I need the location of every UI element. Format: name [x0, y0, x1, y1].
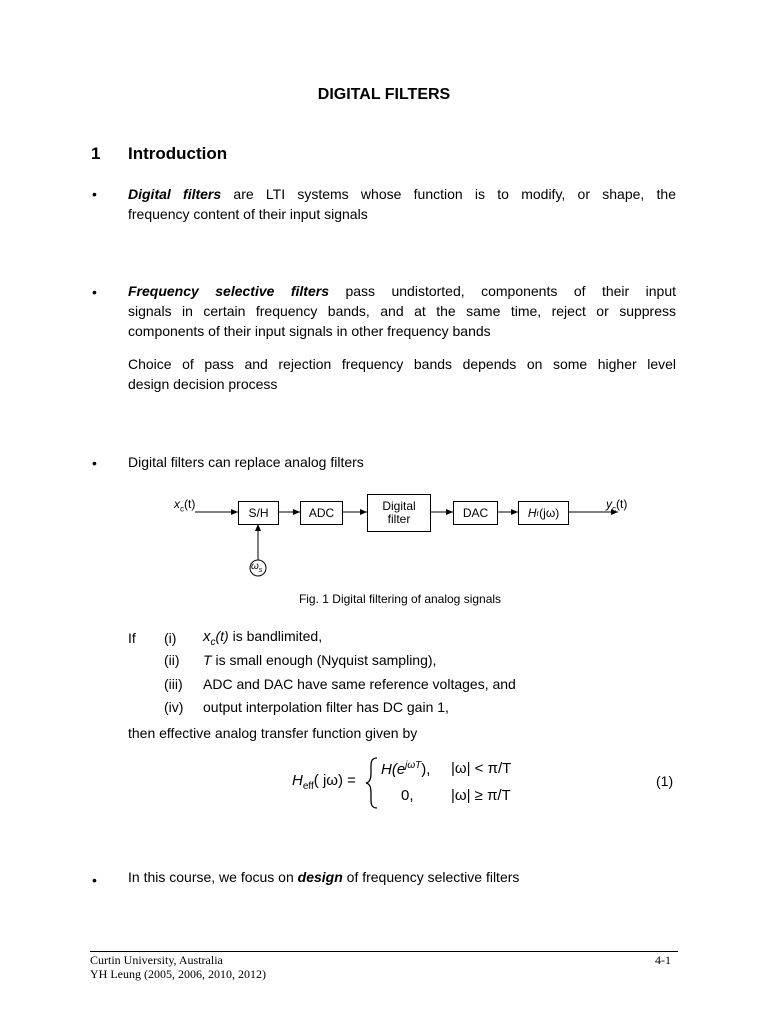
then-text: then effective analog transfer function given by: [128, 725, 418, 741]
condition-item: output interpolation filter has DC gain 1,: [203, 699, 449, 715]
condition-number: (iii): [164, 676, 183, 692]
dac-block: DAC: [453, 501, 498, 525]
condition-item: T is small enough (Nyquist sampling),: [203, 652, 437, 668]
equation-case1-condition: |ω| < π/T: [451, 760, 512, 777]
bullet-text: frequency content of their input signals: [128, 206, 368, 222]
sample-hold-block: S/H: [238, 501, 279, 525]
adc-block: ADC: [300, 501, 343, 525]
footer-divider: [90, 951, 678, 952]
figure-caption: Fig. 1 Digital filtering of analog signals: [298, 592, 502, 606]
choice-paragraph: [128, 354, 676, 394]
input-signal-label: $x_c(t)$: [174, 497, 196, 514]
digital-filter-label: Digital: [382, 499, 416, 513]
bullet-text: components of their input signals in other frequency bands: [128, 323, 491, 339]
term-design: design: [297, 869, 343, 885]
condition-item: $x_c(t)$ is bandlimited,: [203, 628, 323, 648]
bullet-text: are LTI systems whose function is to modify, or shape, the: [221, 186, 676, 202]
page-title: DIGITAL FILTERS: [317, 86, 451, 103]
digital-filter-label: filter: [387, 512, 411, 526]
bullet-course-focus: In this course, we focus on design of frequency selective filters: [128, 869, 520, 885]
equation-case1-expr: $H(e^{j\omega T})$,: [381, 760, 431, 778]
bullet-replace-analog: Digital filters can replace analog filters: [128, 454, 364, 470]
bullet-marker: •: [92, 455, 97, 471]
output-signal-label: $y_c(t)$: [606, 497, 628, 514]
condition-number: (ii): [164, 652, 180, 668]
footer-institution: Curtin University, Australia: [90, 953, 223, 967]
sampling-frequency-label: $\omega_s$: [251, 561, 263, 574]
equation-number: (1): [656, 773, 674, 789]
bullet-text: signals in certain frequency bands, and at the same time, reject or suppress: [128, 303, 676, 319]
paragraph-line: Choice of pass and rejection frequency bands depends on some higher level: [128, 356, 676, 372]
footer-author: YH Leung (2005, 2006, 2010, 2012): [90, 967, 266, 981]
term-frequency-selective: Frequency selective filters: [128, 283, 329, 299]
digital-filter-block: [367, 494, 431, 532]
condition-if: If: [128, 630, 136, 646]
bullet-marker: •: [92, 872, 97, 888]
term-digital-filters: Digital filters: [128, 186, 222, 202]
bullet-text: pass undistorted, components of their input: [329, 283, 676, 299]
page-number: 4-1: [655, 953, 671, 967]
equation-case2-expr: 0,: [401, 787, 414, 804]
bullet-digital-filters: [128, 184, 676, 224]
equation-brace: [364, 756, 380, 810]
equation-lhs: $H_{eff}$( jω) =: [292, 772, 356, 792]
condition-number: (iv): [164, 699, 184, 715]
paragraph-line: design decision process: [128, 376, 278, 392]
reconstruction-filter-block: H r (jω): [518, 501, 569, 525]
bullet-marker: •: [92, 186, 97, 202]
bullet-frequency-selective: [128, 281, 676, 341]
section-number: 1: [91, 144, 101, 163]
condition-number: (i): [164, 630, 177, 646]
equation-case2-condition: |ω| ≥ π/T: [451, 787, 511, 804]
bullet-marker: •: [92, 284, 97, 300]
condition-item: ADC and DAC have same reference voltages, and: [203, 676, 516, 692]
section-title: Introduction: [128, 144, 228, 163]
